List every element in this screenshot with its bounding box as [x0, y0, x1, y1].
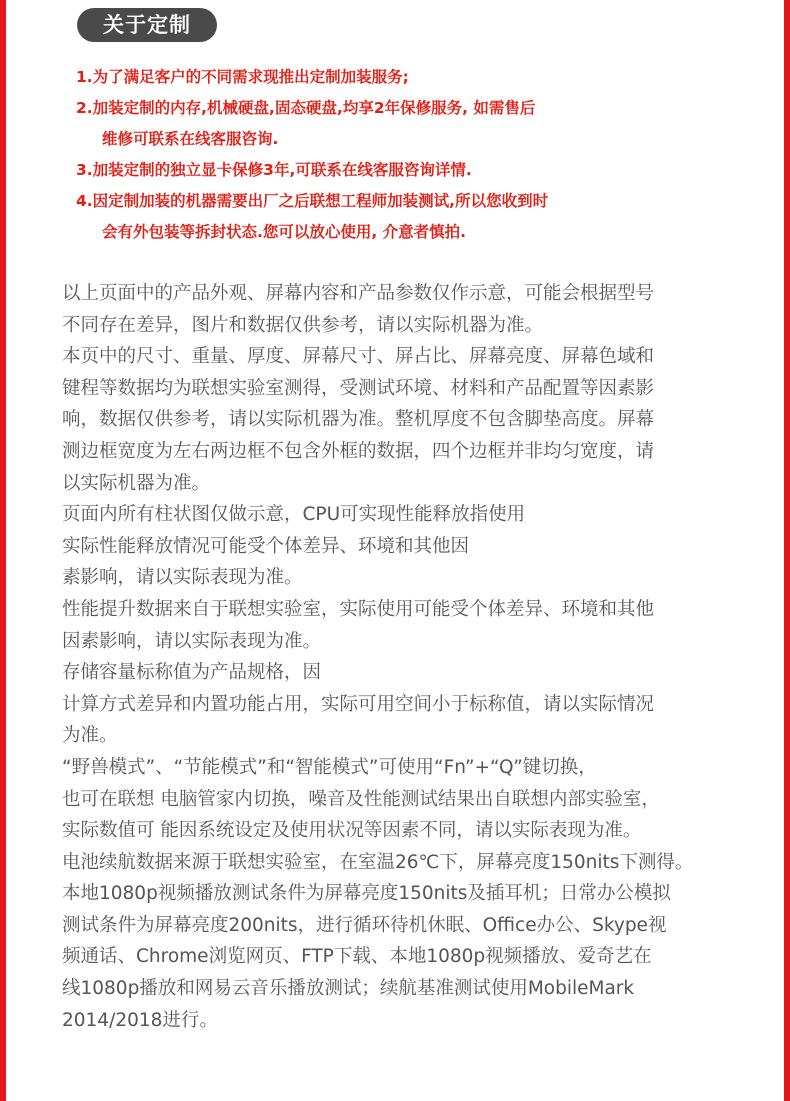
disclaimer-line: 测边框宽度为左右两边框不包含外框的数据，四个边框并非均匀宽度，请 — [62, 440, 655, 462]
disclaimer-line: “野兽模式”、“节能模式”和“智能模式”可使用“Fn”+“Q”键切换， — [62, 756, 597, 778]
disclaimer-line: 以实际机器为准。 — [62, 472, 211, 494]
disclaimer-line: 素影响，请以实际表现为准。 — [62, 567, 303, 589]
note-item-4: 4.因定制加装的机器需要出厂之后联想工程师加装测试,所以您收到时 — [76, 192, 549, 210]
disclaimer-line: 测试条件为屏幕亮度200nits，进行循环待机休眠、Office办公、Skype视 — [62, 914, 667, 936]
disclaimer-text-block — [62, 278, 752, 1036]
disclaimer-line: 性能提升数据来自于联想实验室，实际使用可能受个体差异、环境和其他 — [62, 598, 655, 620]
note-item-2: 2.加装定制的内存,机械硬盘,固态硬盘,均享2年保修服务, 如需售后 — [76, 99, 536, 117]
note-item-4-continued: 会有外包装等拆封状态.您可以放心使用, 介意者慎拍. — [102, 223, 467, 241]
disclaimer-line: 因素影响，请以实际表现为准。 — [62, 630, 322, 652]
disclaimer-line: 计算方式差异和内置功能占用，实际可用空间小于标称值，请以实际情况 — [62, 693, 655, 715]
disclaimer-line: 2014/2018进行。 — [62, 1009, 218, 1031]
disclaimer-line: 本地1080p视频播放测试条件为屏幕亮度150nits及插耳机；日常办公模拟 — [62, 883, 671, 905]
disclaimer-line: 页面内所有柱状图仅做示意，CPU可实现性能释放指使用 — [62, 504, 526, 526]
right-red-border — [784, 0, 790, 1101]
note-item-3: 3.加装定制的独立显卡保修3年,可联系在线客服咨询详情. — [76, 161, 472, 179]
disclaimer-line: 为准。 — [62, 725, 118, 747]
disclaimer-line: 键程等数据均为联想实验室测得，受测试环境、材料和产品配置等因素影 — [62, 377, 655, 399]
disclaimer-line: 频通话、Chrome浏览网页、FTP下载、本地1080p视频播放、爱奇艺在 — [62, 946, 652, 968]
note-item-2-continued: 维修可联系在线客服咨询. — [102, 130, 279, 148]
note-item-1: 1.为了满足客户的不同需求现推出定制加装服务; — [76, 68, 409, 86]
disclaimer-line: 电池续航数据来源于联想实验室，在室温26℃下，屏幕亮度150nits下测得。 — [62, 851, 694, 873]
disclaimer-line: 本页中的尺寸、重量、厚度、屏幕尺寸、屏占比、屏幕亮度、屏幕色域和 — [62, 346, 655, 368]
section-title-tag: 关于定制 — [77, 8, 217, 42]
disclaimer-line: 响，数据仅供参考，请以实际机器为准。整机厚度不包含脚垫高度。屏幕 — [62, 409, 655, 431]
custom-service-notes — [76, 62, 736, 248]
disclaimer-line: 以上页面中的产品外观、屏幕内容和产品参数仅作示意，可能会根据型号 — [62, 283, 655, 304]
disclaimer-line: 实际数值可 能因系统设定及使用状况等因素不同，请以实际表现为准。 — [62, 820, 642, 842]
disclaimer-line: 线1080p播放和网易云音乐播放测试；续航基准测试使用MobileMark — [62, 978, 635, 1000]
disclaimer-line: 不同存在差异，图片和数据仅供参考，请以实际机器为准。 — [62, 314, 544, 336]
disclaimer-line: 也可在联想 电脑管家内切换，噪音及性能测试结果出自联想内部实验室， — [62, 788, 660, 810]
disclaimer-line: 实际性能释放情况可能受个体差异、环境和其他因 — [62, 535, 470, 557]
disclaimer-line: 存储容量标称值为产品规格，因 — [62, 662, 322, 684]
left-red-border — [0, 0, 6, 1101]
